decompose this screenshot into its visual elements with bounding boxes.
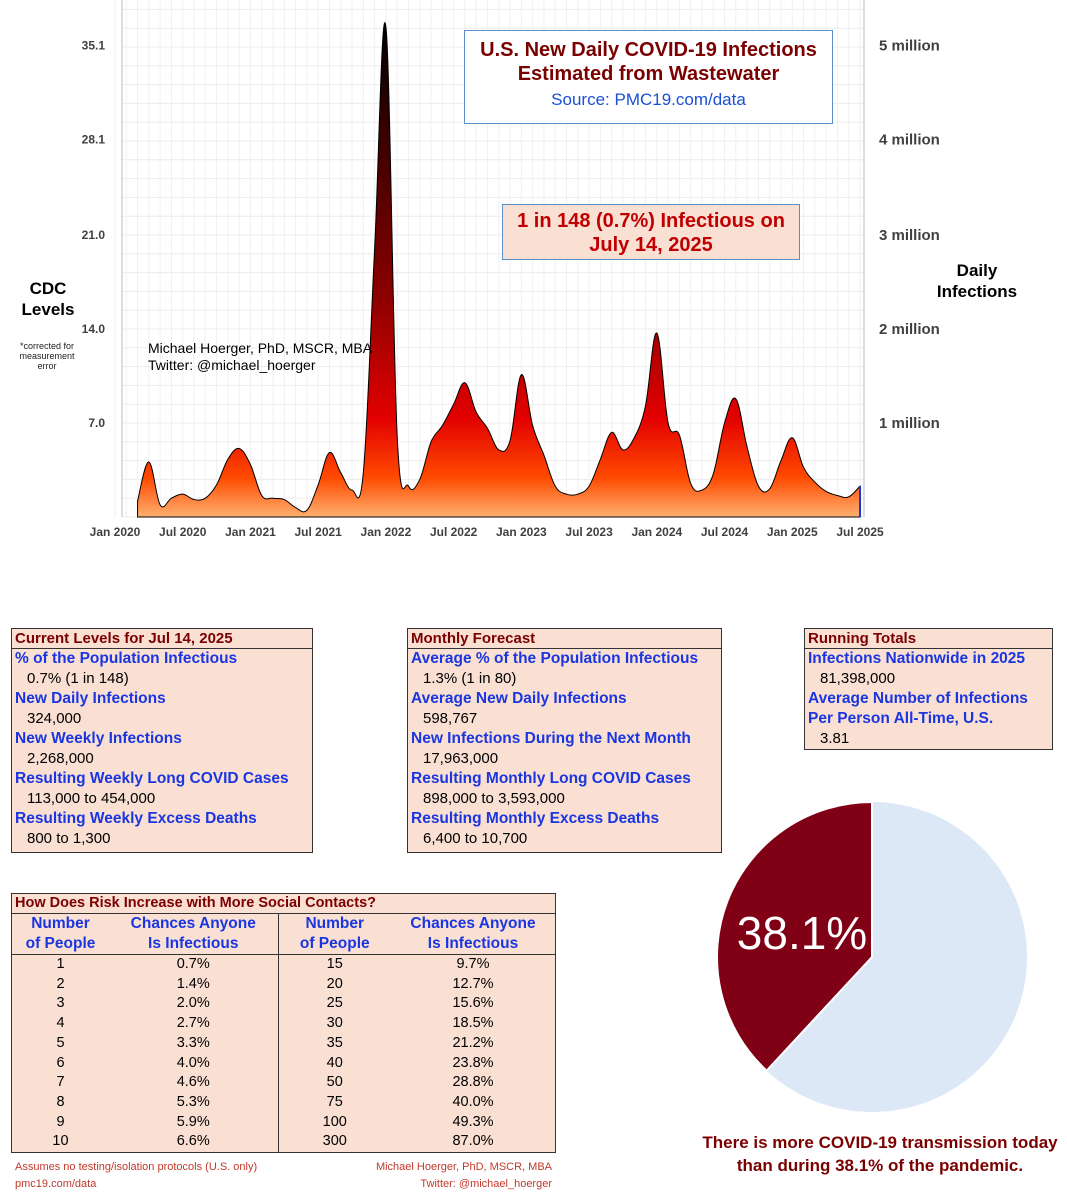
y-tick-label: 35.1 (81, 38, 105, 53)
metric-label: Infections Nationwide in 2025 (808, 650, 1026, 667)
people-count-cell: 1 (56, 956, 65, 972)
column-header-chance: Chances Anyone Is Infectious (109, 914, 278, 955)
people-count-cell: 75 (278, 1093, 391, 1113)
x-tick-label: Jan 2021 (225, 525, 276, 539)
chance-cell: 21.2% (452, 1034, 494, 1051)
table-row (12, 1113, 555, 1133)
table-row (12, 1014, 555, 1034)
chart-title-line2: Estimated from Wastewater (517, 63, 780, 85)
metric-value: 324,000 (27, 710, 82, 727)
column-header-people: Number of People (12, 914, 109, 955)
chart-source: Source: PMC19.com/data (551, 90, 746, 109)
people-count-cell: 10 (52, 1133, 69, 1150)
chart-title-box (464, 30, 833, 124)
chance-cell: 28.8% (452, 1074, 494, 1091)
metric-label: Per Person All-Time, U.S. (808, 710, 994, 727)
people-count-cell: 9 (56, 1113, 65, 1130)
panel-header: Monthly Forecast (408, 629, 721, 649)
chance-cell: 2.0% (176, 995, 210, 1012)
risk-footnote-left: Assumes no testing/isolation protocols (U.S. only) pmc19.com/data (15, 1161, 258, 1190)
column-header-chance: Chances Anyone Is Infectious (391, 914, 555, 955)
people-count-cell: 300 (278, 1132, 391, 1152)
metric-label: Resulting Monthly Excess Deaths (411, 810, 660, 827)
chance-cell: 49.3% (452, 1113, 494, 1130)
panel-header: Running Totals (805, 629, 1052, 649)
running-totals-panel (804, 628, 1053, 750)
monthly-forecast-panel (407, 628, 722, 853)
pie-percent-label: 38.1% (736, 907, 868, 959)
transmission-pie-chart (712, 797, 1032, 1117)
people-count-cell: 25 (278, 994, 391, 1014)
x-tick-label: Jul 2025 (836, 525, 884, 539)
metric-value: 17,963,000 (423, 750, 499, 767)
people-count-cell: 3 (56, 995, 65, 1012)
metric-value: 6,400 to 10,700 (423, 830, 528, 847)
chance-cell: 6.6% (176, 1133, 210, 1150)
people-count-cell: 7 (56, 1074, 65, 1091)
table-row (12, 955, 555, 975)
column-header-people: Number of People (278, 914, 391, 955)
panel-header: Current Levels for Jul 14, 2025 (12, 629, 312, 649)
chance-cell: 2.7% (176, 1015, 210, 1032)
chance-cell: 40.0% (452, 1093, 494, 1110)
y2-tick-label: 3 million (879, 227, 940, 244)
chance-cell: 3.3% (176, 1034, 210, 1051)
chance-cell: 5.3% (176, 1093, 210, 1110)
right-axis-ticks (879, 38, 940, 432)
chance-cell: 1.4% (176, 975, 210, 992)
metric-value: 598,767 (423, 710, 478, 727)
y-tick-label: 21.0 (81, 228, 105, 242)
y-tick-label: 14.0 (81, 322, 105, 336)
chart-author: Michael Hoerger, PhD, MSCR, MBA Twitter: @michael_hoerger (148, 340, 373, 373)
chance-cell: 4.0% (176, 1054, 210, 1071)
risk-table (12, 914, 555, 1152)
table-row (12, 1073, 555, 1093)
x-tick-label: Jan 2020 (89, 525, 141, 539)
metric-label: New Weekly Infections (15, 730, 182, 747)
people-count-cell: 35 (278, 1034, 391, 1054)
metric-value: 113,000 to 454,000 (27, 790, 156, 807)
metric-value: 3.81 (820, 730, 850, 747)
x-tick-label: Jul 2021 (294, 525, 342, 539)
chance-cell: 0.7% (176, 956, 210, 972)
risk-table-column-headers (12, 914, 555, 955)
y2-tick-label: 5 million (879, 37, 940, 55)
people-count-cell: 20 (278, 975, 391, 995)
metric-value: 1.3% (1 in 80) (423, 670, 517, 687)
chart-title-line1: U.S. New Daily COVID-19 Infections (480, 39, 817, 61)
people-count-cell: 100 (278, 1113, 391, 1133)
chance-cell: 15.6% (452, 995, 494, 1012)
x-tick-label: Jul 2023 (565, 525, 613, 539)
x-axis-ticks (90, 525, 884, 539)
people-count-cell: 30 (278, 1014, 391, 1034)
left-axis-note: *corrected for measurement error (19, 341, 75, 371)
left-axis-ticks (82, 39, 106, 430)
current-level-callout: 1 in 148 (0.7%) Infectious on July 14, 2025 (502, 204, 800, 260)
metric-value: 0.7% (1 in 148) (27, 670, 129, 687)
table-row (12, 1132, 555, 1152)
metric-label: Resulting Weekly Long COVID Cases (15, 770, 289, 787)
metric-label: Resulting Weekly Excess Deaths (15, 810, 257, 827)
metric-value: 2,268,000 (27, 750, 94, 767)
x-tick-label: Jan 2023 (496, 525, 547, 539)
right-axis-label: Daily Infections (936, 261, 1018, 301)
people-count-cell: 8 (56, 1093, 65, 1110)
metric-label: Average New Daily Infections (411, 690, 627, 707)
y-tick-label: 7.0 (88, 416, 105, 430)
chance-cell: 4.6% (176, 1074, 210, 1091)
pie-caption: There is more COVID-19 transmission today than during 38.1% of the pandemic. (702, 1133, 1058, 1175)
chart-area (0, 0, 1067, 560)
people-count-cell: 40 (278, 1054, 391, 1074)
people-count-cell: 4 (56, 1015, 65, 1032)
x-tick-label: Jul 2022 (429, 525, 478, 539)
metric-value: 898,000 to 3,593,000 (423, 790, 565, 807)
metric-label: New Daily Infections (15, 690, 166, 707)
x-tick-label: Jan 2025 (766, 525, 818, 539)
left-axis-label: CDC Levels (21, 279, 75, 319)
metric-label: % of the Population Infectious (15, 650, 238, 667)
people-count-cell: 50 (278, 1073, 391, 1093)
chance-cell: 23.8% (452, 1054, 494, 1071)
table-row (12, 975, 555, 995)
people-count-cell: 6 (56, 1054, 65, 1071)
y2-tick-label: 1 million (879, 415, 940, 432)
risk-footnote-right: Michael Hoerger, PhD, MSCR, MBA Twitter: @michael_hoerger (375, 1161, 552, 1190)
chance-cell: 12.7% (452, 975, 494, 992)
metric-value: 800 to 1,300 (27, 830, 111, 847)
chance-cell: 18.5% (452, 1015, 494, 1032)
people-count-cell: 15 (278, 955, 391, 975)
metric-label: Average % of the Population Infectious (411, 650, 699, 667)
x-tick-label: Jan 2024 (631, 525, 683, 539)
table-row (12, 1054, 555, 1074)
metric-label: Resulting Monthly Long COVID Cases (411, 770, 691, 787)
risk-table-header: How Does Risk Increase with More Social Contacts? (12, 894, 555, 914)
metric-label: New Infections During the Next Month (411, 730, 691, 747)
chance-cell: 5.9% (176, 1113, 210, 1130)
people-count-cell: 5 (56, 1034, 65, 1051)
x-tick-label: Jul 2024 (700, 525, 749, 539)
y2-tick-label: 4 million (879, 131, 940, 149)
metric-value: 81,398,000 (820, 670, 896, 687)
y-tick-label: 28.1 (81, 132, 105, 147)
x-tick-label: Jan 2022 (360, 525, 412, 539)
table-row (12, 1093, 555, 1113)
table-row (12, 1034, 555, 1054)
metric-label: Average Number of Infections (808, 690, 1028, 707)
people-count-cell: 2 (56, 975, 65, 992)
current-levels-panel (11, 628, 313, 853)
x-tick-label: Jul 2020 (159, 525, 207, 539)
chance-cell: 9.7% (456, 956, 490, 972)
table-row (12, 994, 555, 1014)
chance-cell: 87.0% (452, 1133, 494, 1150)
y2-tick-label: 2 million (879, 321, 940, 338)
risk-table-panel (11, 893, 556, 1153)
